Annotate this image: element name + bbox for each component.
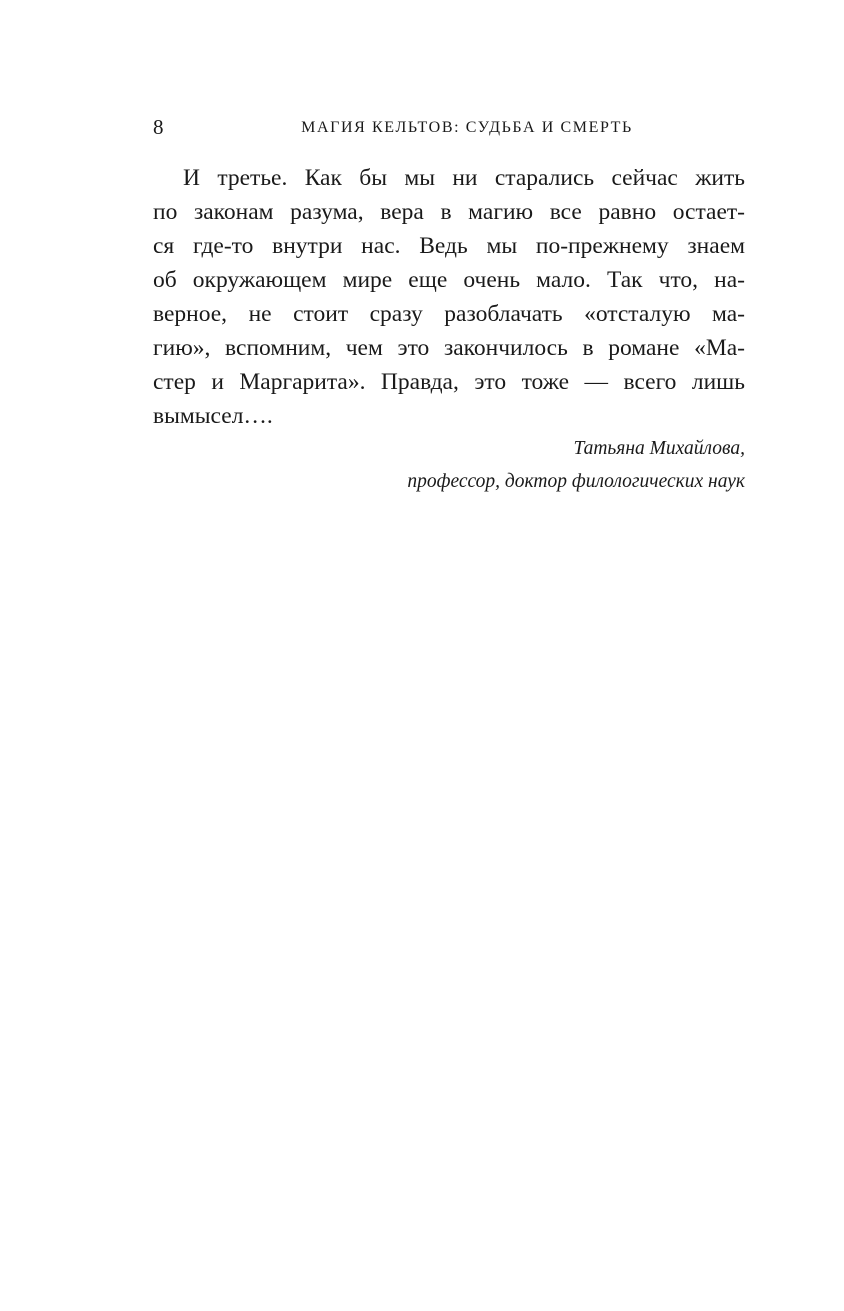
body-paragraph	[153, 161, 745, 433]
paragraph-line: об окружающем мире еще очень мало. Так что, на-	[153, 267, 745, 293]
running-head	[153, 113, 745, 143]
running-title: МАГИЯ КЕЛЬТОВ: СУДЬБА И СМЕРТЬ	[301, 119, 633, 136]
paragraph-line: стер и Маргарита». Правда, это тоже — всего лишь	[153, 369, 745, 395]
author-signature	[153, 432, 745, 498]
paragraph-line: гию», вспомним, чем это закончилось в романе «Ма-	[153, 335, 745, 361]
author-credentials: профессор, доктор филологических наук	[407, 471, 745, 492]
paragraph-line: верное, не стоит сразу разоблачать «отсталую ма-	[153, 301, 745, 327]
paragraph-line: И третье. Как бы мы ни старались сейчас жить	[183, 165, 745, 191]
page-number: 8	[153, 115, 164, 139]
paragraph-line: по законам разума, вера в магию все равно остает-	[153, 199, 745, 225]
author-name: Татьяна Михайлова,	[573, 438, 745, 459]
paragraph-line: вымысел….	[153, 403, 273, 429]
paragraph-line: ся где-то внутри нас. Ведь мы по-прежнему знаем	[153, 233, 745, 259]
